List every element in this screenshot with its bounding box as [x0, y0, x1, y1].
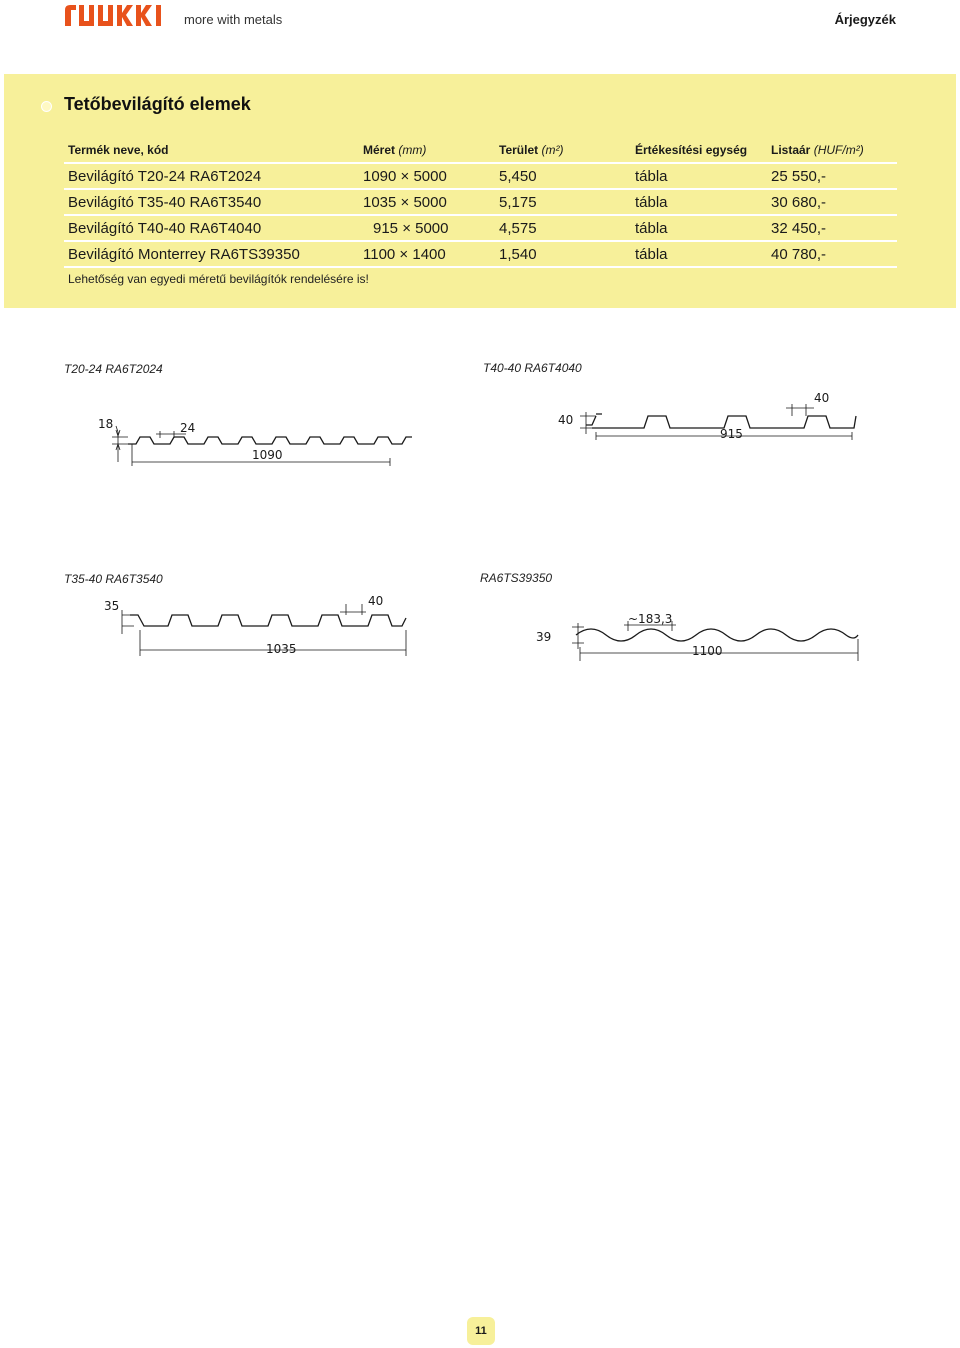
table-row: [64, 163, 897, 189]
dim-width: 1090: [252, 448, 283, 462]
col-unit-header: Értékesítési egység: [631, 138, 767, 163]
product-area: 1,540: [495, 241, 631, 267]
profile-drawing-ts39350: [536, 605, 866, 665]
dim-width: 1100: [692, 644, 723, 658]
product-unit: tábla: [631, 163, 767, 189]
col-price-header: Listaár (HUF/m²): [767, 138, 897, 163]
col-size-header: Méret (mm): [359, 138, 495, 163]
product-area: 4,575: [495, 215, 631, 241]
diagram-label-t4040: T40-40 RA6T4040: [483, 361, 582, 375]
product-size: 915 × 5000: [359, 215, 495, 241]
diagram-label-ts39350: RA6TS39350: [480, 571, 553, 585]
price-table: [64, 138, 897, 268]
table-row: [64, 241, 897, 267]
col-name-header: Termék neve, kód: [64, 138, 359, 163]
product-price: 30 680,-: [767, 189, 897, 215]
dim-width: 915: [720, 427, 743, 441]
tagline: more with metals: [184, 12, 283, 27]
dim-rib: 40: [814, 391, 830, 405]
ruukki-logo: [63, 2, 175, 28]
product-size: 1100 × 1400: [359, 241, 495, 267]
product-price: 32 450,-: [767, 215, 897, 241]
custom-order-note: Lehetőség van egyedi méretű bevilágítók rendelésére is!: [68, 272, 369, 286]
diagram-label-t2024: T20-24 RA6T2024: [64, 362, 163, 376]
profile-drawing-t3540: [100, 590, 420, 660]
dim-height: 39: [536, 630, 552, 644]
dim-rib: 40: [368, 594, 384, 608]
product-unit: tábla: [631, 241, 767, 267]
product-unit: tábla: [631, 215, 767, 241]
dim-pitch: ~183,3: [628, 612, 673, 626]
dim-height: 35: [104, 599, 120, 613]
product-price: 25 550,-: [767, 163, 897, 189]
product-name: Bevilágító T40-40 RA6T4040: [64, 215, 359, 241]
profile-drawing-t2024: [90, 400, 430, 470]
dim-rib: 24: [180, 421, 196, 435]
bullet-icon: [41, 101, 52, 112]
profile-drawing-t4040: [556, 390, 876, 450]
diagram-label-t3540: T35-40 RA6T3540: [64, 572, 163, 586]
product-size: 1090 × 5000: [359, 163, 495, 189]
product-area: 5,450: [495, 163, 631, 189]
product-size: 1035 × 5000: [359, 189, 495, 215]
product-price: 40 780,-: [767, 241, 897, 267]
table-header-row: [64, 138, 897, 163]
dim-height: 40: [558, 413, 574, 427]
product-unit: tábla: [631, 189, 767, 215]
product-name: Bevilágító T35-40 RA6T3540: [64, 189, 359, 215]
product-name: Bevilágító T20-24 RA6T2024: [64, 163, 359, 189]
col-area-header: Terület (m²): [495, 138, 631, 163]
document-title: Árjegyzék: [834, 12, 896, 27]
page-number: 11: [467, 1317, 495, 1345]
table-row: [64, 215, 897, 241]
dim-height: 18: [98, 417, 114, 431]
product-name: Bevilágító Monterrey RA6TS39350: [64, 241, 359, 267]
dim-width: 1035: [266, 642, 297, 656]
product-area: 5,175: [495, 189, 631, 215]
table-row: [64, 189, 897, 215]
section-title: Tetőbevilágító elemek: [64, 94, 251, 114]
